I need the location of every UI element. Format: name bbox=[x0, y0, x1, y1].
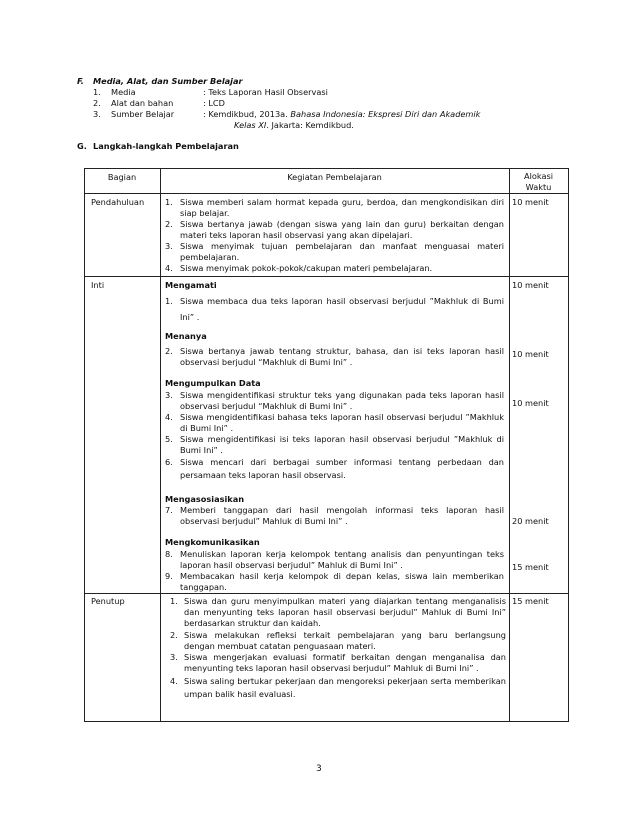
list-number: 1. bbox=[93, 87, 101, 97]
item-number: 1. bbox=[165, 197, 173, 207]
item-text: Siswa membaca dua teks laporan hasil observasi berjudul ”Makhluk di Bumi Ini” . bbox=[180, 296, 504, 322]
table-border bbox=[84, 168, 85, 722]
source-publisher: . Jakarta: Kemdikbud. bbox=[266, 120, 354, 130]
item-text: Siswa mengidentifikasi struktur teks yang digunakan pada teks laporan hasil observasi berjudul “Makhluk di Bumi Ini” . bbox=[180, 390, 504, 411]
item-text: Siswa mengidentifikasi isi teks laporan hasil observasi berjudul ”Makhluk di Bumi Ini” . bbox=[180, 434, 504, 455]
time-mengamati: 10 menit bbox=[512, 280, 549, 290]
time-penutup: 15 menit bbox=[512, 596, 549, 606]
item-number: 6. bbox=[165, 457, 173, 467]
item-text: Siswa dan guru menyimpulkan materi yang diajarkan tentang menganalisis dan menyunting teks laporan hasil observasi berjudul” Mahluk di Bumi Ini” berdasarkan struktur dan kaidah. bbox=[184, 596, 506, 628]
table-divider bbox=[84, 276, 569, 277]
section-f-title: Media, Alat, dan Sumber Belajar bbox=[93, 76, 243, 86]
heading-menanya: Menanya bbox=[165, 331, 207, 341]
item-number: 2. bbox=[170, 630, 178, 640]
item-text: Siswa bertanya jawab (dengan siswa yang lain dan guru) berkaitan dengan materi teks laporan hasil observasi yang akan dipelajari. bbox=[180, 219, 504, 240]
item-number: 3. bbox=[165, 390, 173, 400]
heading-mengumpulkan-data: Mengumpulkan Data bbox=[165, 378, 261, 388]
section-f-letter: F. bbox=[77, 76, 84, 86]
row-label-pendahuluan: Pendahuluan bbox=[91, 197, 145, 207]
header-kegiatan: Kegiatan Pembelajaran bbox=[287, 172, 382, 182]
heading-mengamati: Mengamati bbox=[165, 280, 217, 290]
source-value bbox=[203, 109, 480, 120]
item-number: 7. bbox=[165, 505, 173, 515]
section-g-title: Langkah-langkah Pembelajaran bbox=[93, 141, 239, 151]
item-number: 4. bbox=[170, 676, 178, 686]
list-number: 2. bbox=[93, 98, 101, 108]
item-text: Siswa saling bertukar pekerjaan dan mengoreksi pekerjaan serta memberikan umpan balik hasil evaluasi. bbox=[184, 676, 506, 700]
item-number: 9. bbox=[165, 571, 173, 581]
header-waktu: Waktu bbox=[525, 182, 552, 192]
item-number: 2. bbox=[165, 346, 173, 356]
tools-value: : LCD bbox=[203, 98, 225, 108]
item-text: Memberi tanggapan dari hasil mengolah informasi teks laporan hasil observasi berjudul” Mahluk di Bumi Ini” . bbox=[180, 505, 504, 526]
time-mengkomunikasikan: 15 menit bbox=[512, 562, 549, 572]
source-label: Sumber Belajar bbox=[111, 109, 175, 119]
table-border bbox=[568, 168, 569, 722]
header-alokasi: Alokasi bbox=[523, 171, 554, 181]
list-number: 3. bbox=[93, 109, 101, 119]
table-divider bbox=[160, 168, 161, 722]
row-label-penutup: Penutup bbox=[91, 596, 125, 606]
section-g-letter: G. bbox=[77, 141, 87, 151]
item-text: Siswa memberi salam hormat kepada guru, berdoa, dan mengkondisikan diri siap belajar. bbox=[180, 197, 504, 218]
item-number: 3. bbox=[170, 652, 178, 662]
time-menanya: 10 menit bbox=[512, 349, 549, 359]
source-value-line2 bbox=[234, 120, 354, 131]
source-value-prefix: : Kemdikbud, 2013a. bbox=[203, 109, 291, 119]
heading-mengkomunikasikan: Mengkomunikasikan bbox=[165, 537, 260, 547]
time-pendahuluan: 10 menit bbox=[512, 197, 549, 207]
media-label: Media bbox=[111, 87, 136, 97]
item-text: Membacakan hasil kerja kelompok di depan kelas, siswa lain memberikan tanggapan. bbox=[180, 571, 504, 592]
row-label-inti: Inti bbox=[91, 280, 105, 290]
heading-mengasosiasikan: Mengasosiasikan bbox=[165, 494, 245, 504]
item-number: 4. bbox=[165, 263, 173, 273]
header-bagian: Bagian bbox=[107, 172, 137, 182]
time-mengasosiasikan: 20 menit bbox=[512, 516, 549, 526]
item-text: Siswa mencari dari berbagai sumber informasi tentang perbedaan dan persamaan teks laporan hasil observasi. bbox=[180, 457, 504, 480]
media-value: : Teks Laporan Hasil Observasi bbox=[203, 87, 328, 97]
table-divider bbox=[509, 168, 510, 722]
item-text: Siswa bertanya jawab tentang struktur, bahasa, dan isi teks laporan hasil observasi berjudul “Makhluk di Bumi Ini” . bbox=[180, 346, 504, 367]
table-divider bbox=[84, 593, 569, 594]
page-number: 3 bbox=[316, 764, 322, 774]
item-text: Siswa melakukan refleksi terkait pembelajaran yang baru berlangsung dengan membuat catatan penguasaan materi. bbox=[184, 630, 506, 651]
item-text: Siswa mengerjakan evaluasi formatif berkaitan dengan menganalisa dan menyunting teks laporan hasil observasi berjudul” Mahluk di Bumi Ini” . bbox=[184, 652, 506, 673]
source-book-class: Kelas XI bbox=[234, 120, 267, 130]
source-book-title: Bahasa Indonesia: Ekspresi Diri dan Akademik bbox=[290, 109, 481, 119]
item-text: Menuliskan laporan kerja kelompok tentang analisis dan penyuntingan teks laporan hasil observasi berjudul” Mahluk di Bumi Ini” . bbox=[180, 549, 504, 570]
table-border bbox=[84, 168, 569, 169]
item-number: 4. bbox=[165, 412, 173, 422]
item-text: Siswa menyimak pokok-pokok/cakupan materi pembelajaran. bbox=[180, 263, 433, 273]
learning-steps-table bbox=[84, 168, 569, 722]
item-text: Siswa menyimak tujuan pembelajaran dan manfaat menguasai materi pembelajaran. bbox=[180, 241, 504, 262]
item-number: 8. bbox=[165, 549, 173, 559]
item-number: 1. bbox=[165, 296, 173, 306]
table-divider bbox=[84, 193, 569, 194]
item-number: 2. bbox=[165, 219, 173, 229]
item-number: 5. bbox=[165, 434, 173, 444]
tools-label: Alat dan bahan bbox=[111, 98, 174, 108]
item-number: 3. bbox=[165, 241, 173, 251]
table-border bbox=[84, 721, 569, 722]
item-text: Siswa mengidentifikasi bahasa teks laporan hasil observasi berjudul ”Makhluk di Bumi Ini” . bbox=[180, 412, 504, 433]
item-number: 1. bbox=[170, 596, 178, 606]
time-mengumpulkan-data: 10 menit bbox=[512, 398, 549, 408]
